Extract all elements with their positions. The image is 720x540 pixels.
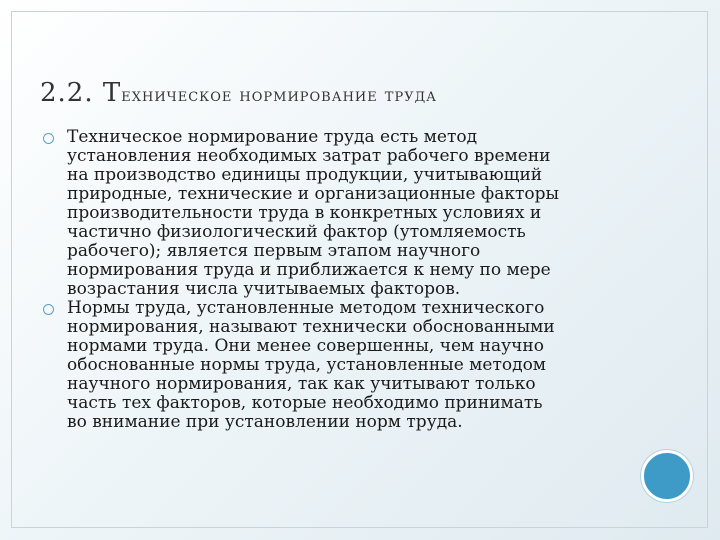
bullet-circle-icon [43, 304, 54, 315]
bullet-text: Техническое нормирование труда есть метод установления необходимых затрат рабочего времени на производство единицы продукции, учитывающий природные, технические и организационные факторы производительности труда в конкретных условиях и частично физиологический фактор (утомляемость рабочего); является первым этапом научного нормирования труда и приближается к нему по мере возрастания числа учитываемых факторов. [67, 127, 560, 299]
title-rest: ехническое нормирование труда [121, 84, 438, 106]
bullet-item [40, 299, 690, 432]
decorative-circle-icon [641, 450, 693, 502]
bullet-circle-icon [43, 133, 54, 144]
slide-title [40, 78, 437, 108]
bullet-item [40, 128, 690, 299]
slide-content [40, 128, 690, 432]
title-prefix: 2.2. Т [40, 78, 122, 108]
bullet-text: Нормы труда, установленные методом технического нормирования, называют технически обоснованными нормами труда. Они менее совершенны, чем научно обоснованные нормы труда, установленные методом научного нормирования, так как учитывают только часть тех факторов, которые необходимо принимать во внимание при установлении норм труда. [67, 298, 555, 432]
